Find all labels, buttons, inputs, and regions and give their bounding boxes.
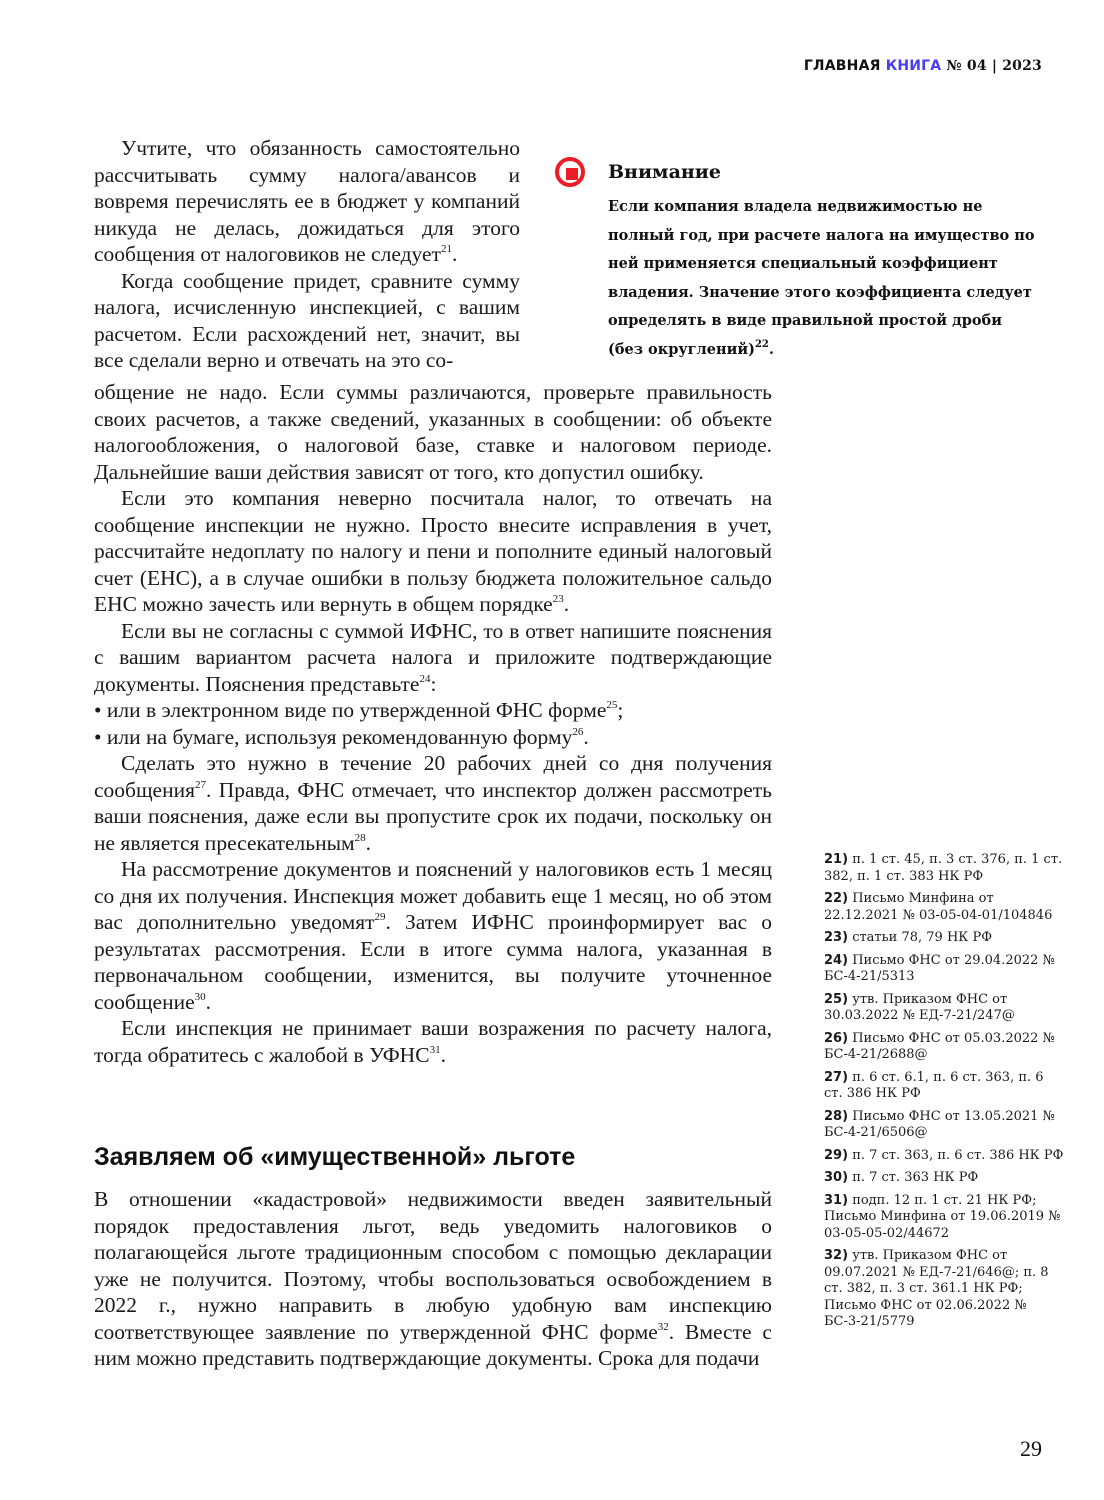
footnote: 23) статьи 78, 79 НК РФ — [824, 930, 993, 945]
footnote: 29) п. 7 ст. 363, п. 6 ст. 386 НК РФ — [824, 1147, 1064, 1163]
footnote: 25) утв. Приказом ФНС от 30.03.2022 № ЕД-7-21/247@ — [824, 991, 1015, 1023]
magazine-header — [804, 58, 1042, 74]
footnote-ref[interactable]: 24 — [419, 672, 431, 685]
page-number: 29 — [1020, 1436, 1042, 1461]
brand-name-part2: КНИГА — [885, 58, 942, 74]
footnote-ref[interactable]: 25 — [606, 699, 618, 711]
footnote: 24) Письмо ФНС от 29.04.2022 № БС-4-21/5313 — [824, 952, 1055, 984]
footnote: 30) п. 7 ст. 363 НК РФ — [824, 1170, 979, 1185]
text-block-main — [94, 379, 772, 1068]
paragraph: Учтите, что обязанность самостоятельно рассчитывать сумму налога/авансов и вовремя перечислять ее в бюджет у компаний никуда не делась, дожидаться для этого сообщения от налоговиков не следует$^{21}$. — [94, 136, 520, 266]
footnote-ref[interactable]: 27 — [194, 778, 206, 791]
paragraph-continuation: общение не надо. Если суммы различаются, проверьте правильность своих расчетов, а также сведений, указанных в сообщении: об объекте налогообложения, о налоговой базе, ставке и налоговом периоде. Дальнейшие ваши действия зависят от того, кто допустил ошибку. — [94, 380, 772, 484]
paragraph: В отношении «кадастровой» недвижимости введен заявительный порядок предоставления льгот, ведь уведомить налоговиков о полагающейся льготе традиционным способом с помощью декларации уже не получится. Поэтому, чтобы воспользоваться освобождением в 2022 г., нужно направить в любую удобную вам инспекцию соответствующее заявление по утвержденной ФНС форме$^{32}$. Вместе с ним можно представить подтверждающие документы. Срока для подачи — [94, 1187, 772, 1370]
footnote-ref[interactable]: 26 — [572, 725, 584, 738]
issue-number: № 04 | 2023 — [946, 58, 1042, 74]
paragraph: Если это компания неверно посчитала налог, то отвечать на сообщение инспекции не нужно. Просто внесите исправления в учет, рассчитайте недоплату по налогу и пени и пополните единый налоговый счет (ЕНС), а в случае ошибки в пользу бюджета положительное сальдо ЕНС можно зачесть или вернуть в общем порядке$^{23}$. — [94, 486, 772, 616]
footnote: 28) Письмо ФНС от 13.05.2021 № БС-4-21/6506@ — [824, 1108, 1055, 1140]
footnote-ref[interactable]: 22 — [754, 338, 769, 350]
footnote: 27) п. 6 ст. 6.1, п. 6 ст. 363, п. 6 ст. 386 НК РФ — [824, 1069, 1044, 1101]
brand-name-part1: ГЛАВНАЯ — [803, 58, 881, 74]
paragraph: Если вы не согласны с суммой ИФНС, то в ответ напишите пояснения с вашим вариантом расчета налога и приложите подтверждающие документы. Пояснения представьте$^{24}$: — [94, 618, 772, 696]
footnote: 31) подп. 12 п. 1 ст. 21 НК РФ; Письмо Минфина от 19.06.2019 № 03-05-05-02/44672 — [824, 1192, 1061, 1241]
paragraph: Если инспекция не принимает ваши возражения по расчету налога, тогда обратитесь с жалобой в УФНС$^{31}$. — [94, 1016, 772, 1067]
footnote-ref[interactable]: 32 — [657, 1320, 669, 1333]
bullet-item: • или в электронном виде по утвержденной ФНС форме$^{25}$; — [94, 698, 624, 722]
paragraph: На рассмотрение документов и пояснений у налоговиков есть 1 месяц со дня их получения. Инспекция может добавить еще 1 месяц, но об этом вас дополнительно уведомят$^{29}$. Затем ИФНС проинформирует вас о результатах рассмотрения. Если в итоге сумма налога, указанная в первоначальном сообщении, изменится, вы получите уточненное сообщение$^{30}$. — [94, 857, 772, 1014]
paragraph: Сделать это нужно в течение 20 рабочих дней со дня получения сообщения$^{27}$. Правда, ФНС отмечает, что инспектор должен рассмотреть ваши пояснения, даже если вы пропустите срок их подачи, поскольку он не является пресекательным$^{28}$. — [94, 751, 772, 855]
text-block-top — [94, 135, 520, 374]
section-heading: Заявляем об «имущественной» льготе — [94, 1143, 576, 1171]
footnote-ref[interactable]: 28 — [354, 831, 366, 844]
footnote: 21) п. 1 ст. 45, п. 3 ст. 376, п. 1 ст. 382, п. 1 ст. 383 НК РФ — [824, 852, 1063, 884]
footnote-ref[interactable]: 23 — [552, 593, 564, 605]
footnote: 26) Письмо ФНС от 05.03.2022 № БС-4-21/2688@ — [824, 1030, 1055, 1062]
footnotes-column — [824, 852, 1064, 1337]
footnote-ref[interactable]: 31 — [429, 1043, 441, 1056]
section-text — [94, 1186, 772, 1372]
footnote: 32) утв. Приказом ФНС от 09.07.2021 № ЕД-7-21/646@; п. 8 ст. 382, п. 3 ст. 361.1 НК РФ; Письмо ФНС от 02.06.2022 № БС-3-21/5779 — [824, 1248, 1049, 1329]
paragraph: Когда сообщение придет, сравните сумму налога, исчисленную инспекцией, с вашим расчетом. Если расхождений нет, значит, вы все сделали верно и отвечать на это со- — [94, 268, 520, 372]
attention-text: Если компания владела недвижимостью не полный год, при расчете налога на имущество по ней применяется специальный коэффициент владения. Значение этого коэффициента следует определять в виде правильной простой дроби (без округлений)$^{22}$. — [608, 198, 1035, 358]
footnote-ref[interactable]: 21 — [440, 243, 452, 255]
bullet-icon: • — [94, 724, 102, 749]
bullet-icon: • — [94, 698, 102, 722]
footnote-ref[interactable]: 30 — [194, 990, 206, 1003]
footnote-ref[interactable]: 29 — [374, 911, 386, 923]
attention-title: Внимание — [608, 161, 721, 183]
footnote: 22) Письмо Минфина от 22.12.2021 № 03-05-04-01/104846 — [824, 891, 1053, 923]
bullet-item: • или на бумаге, используя рекомендованную форму$^{26}$. — [94, 724, 589, 749]
stop-icon — [555, 157, 585, 187]
